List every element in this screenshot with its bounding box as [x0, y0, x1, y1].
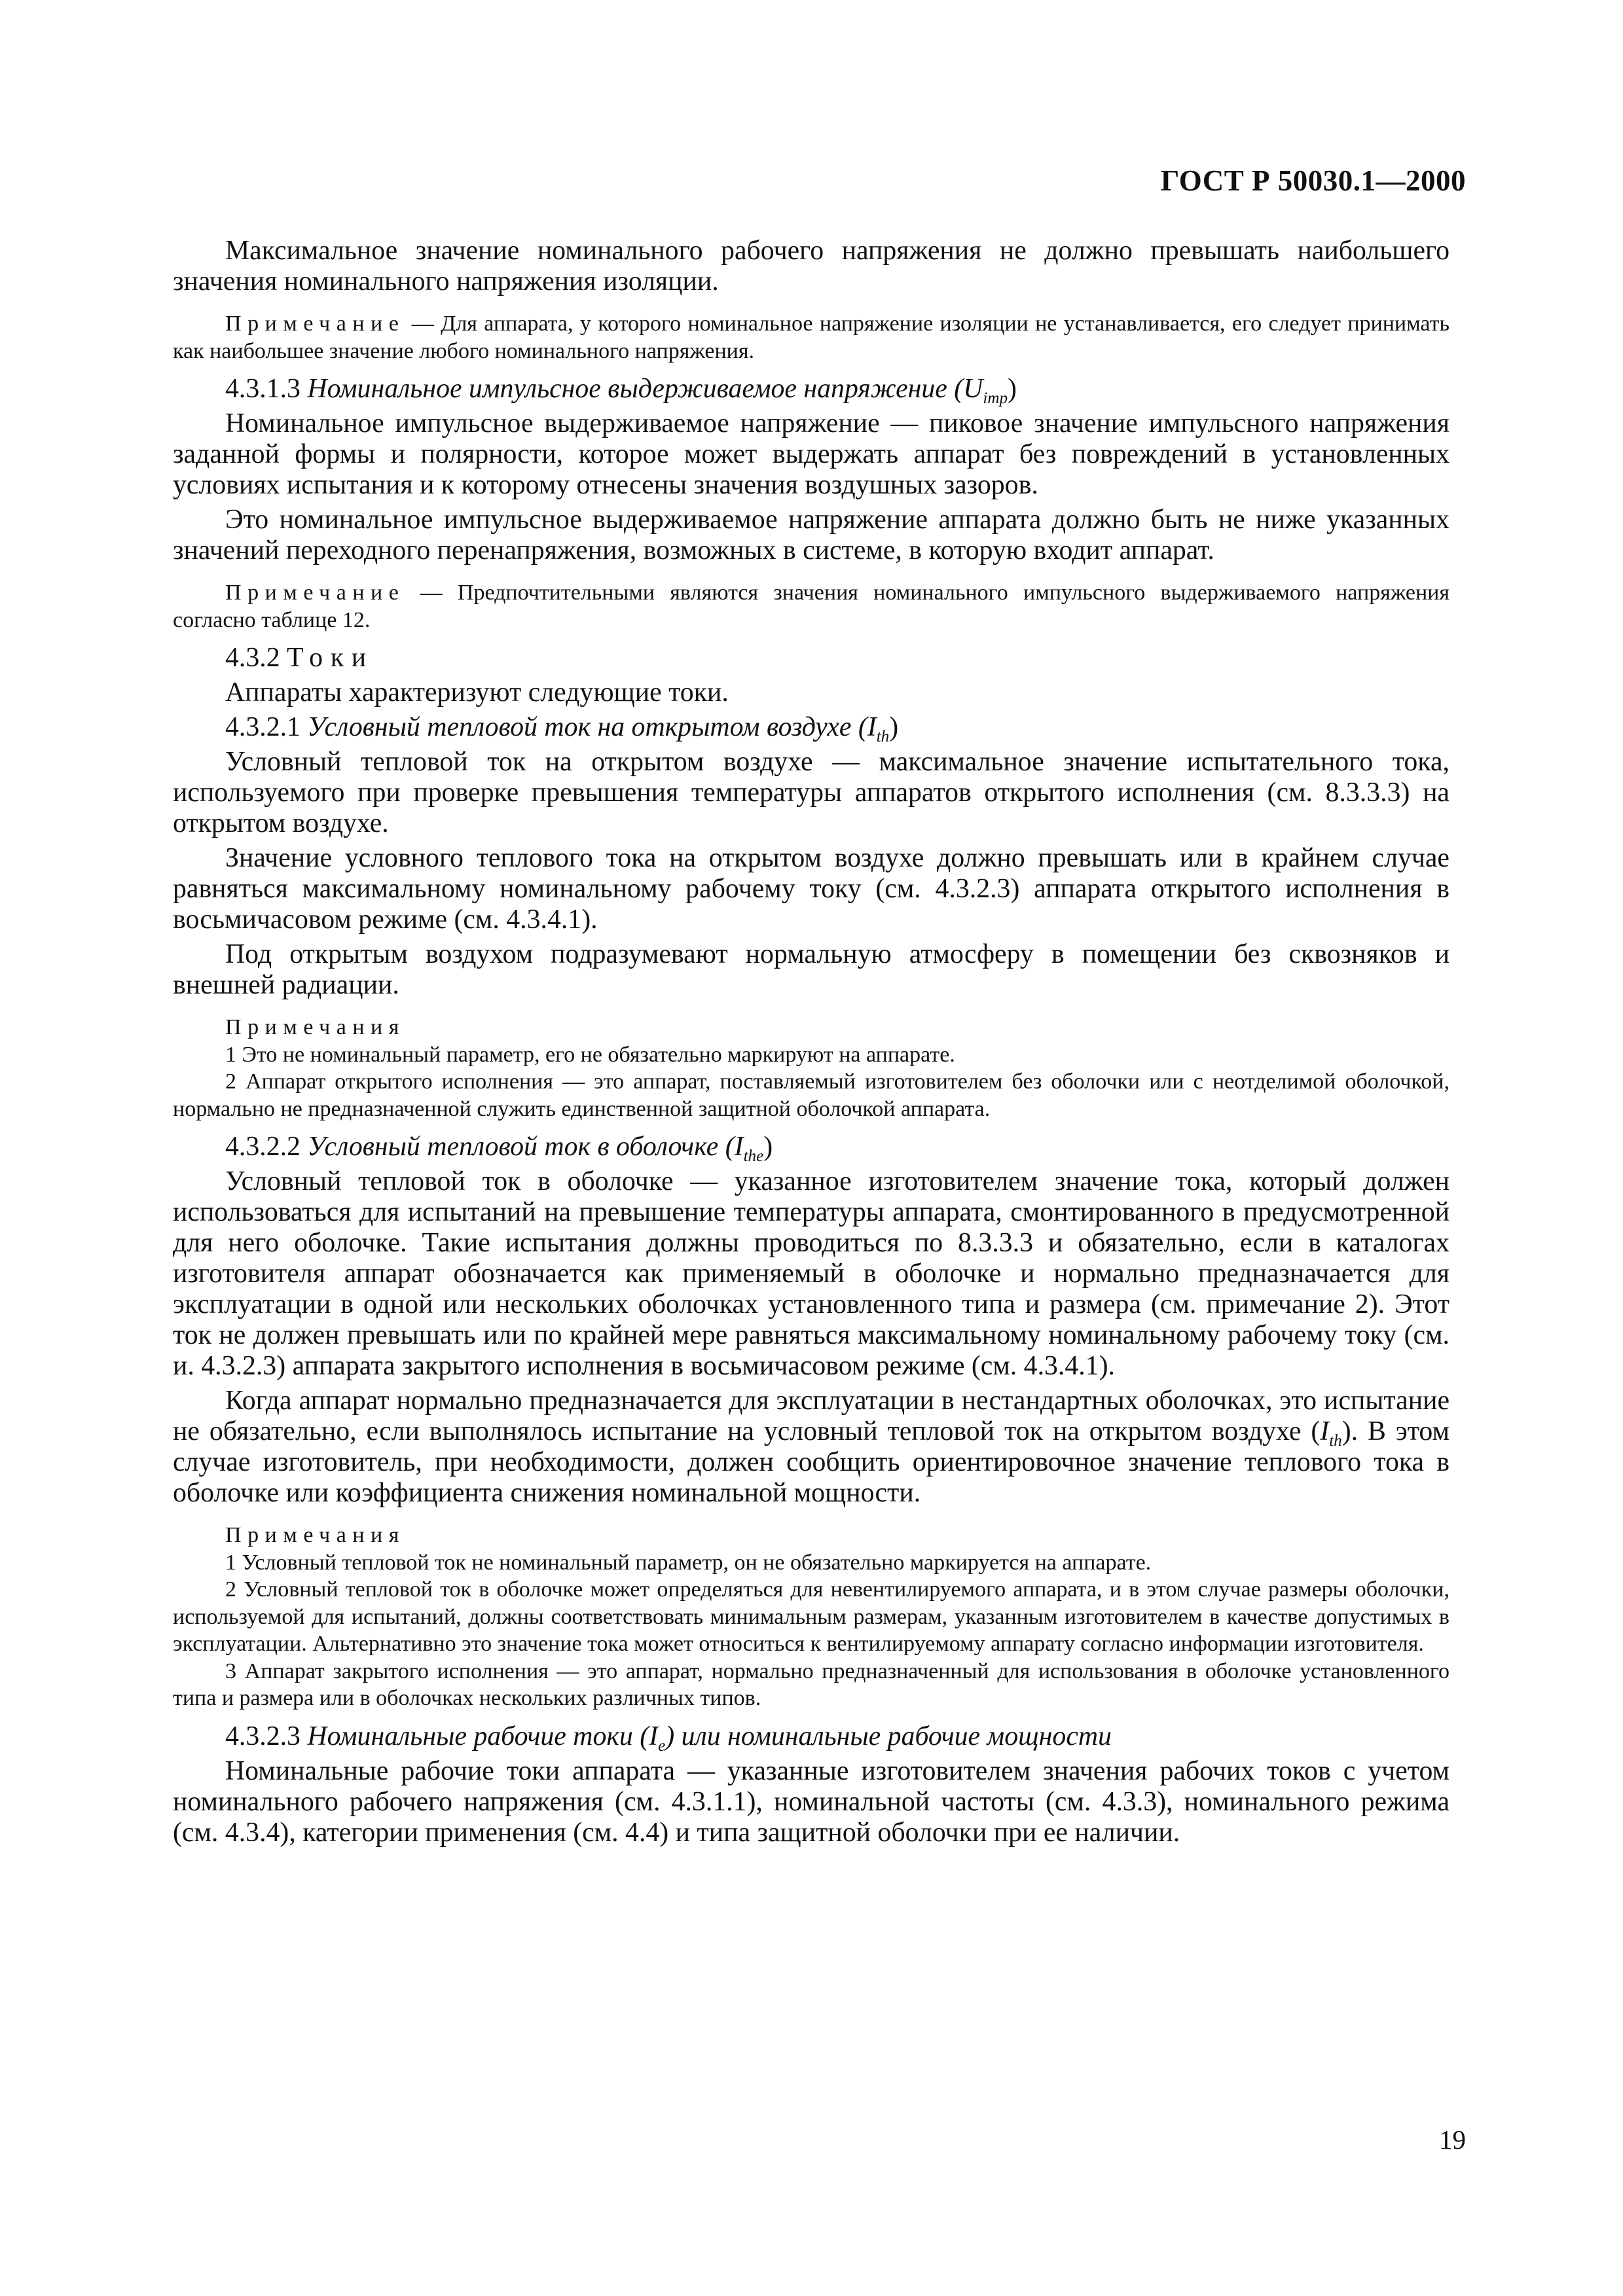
section-title: Номинальное импульсное выдерживаемое напряжение ($U_{imp}$: [307, 374, 1008, 407]
section-title: Токи: [287, 643, 374, 673]
section-title: Условный тепловой ток в оболочке ($I_{the}$: [307, 1132, 764, 1165]
section-number: 4.3.2: [225, 643, 287, 673]
section-number: 4.3.2.3: [225, 1721, 308, 1751]
note-item: 2 Условный тепловой ток в оболочке может определяться для невентилируемого аппарата, и в этом случае размеры оболочки, используемой для испытаний, должны соответствовать минимальным размерам, указанным изготовителем в качестве допустимых в эксплуатации. Альтернативно это значение тока может относиться к вентилируемому аппарату согласно информации изготовителя.: [173, 1577, 1450, 1656]
note-label: Примечание: [225, 312, 405, 336]
paragraph: Условный тепловой ток в оболочке — указанное изготовителем значение тока, который должен использоваться для испытаний на превышение температуры аппарата, смонтированного в предусмотренной для него оболочке. Такие испытания должны проводиться по 8.3.3.3 и обязательно, если в каталогах изготовителя аппарат обозначается как применяемый в оболочке и нормально предназначается для эксплуатации в одной или нескольких оболочках установленного типа и размера (см. примечание 2). Этот ток не должен превышать или по крайней мере равняться максимальному номинальному рабочему току (см. и. 4.3.2.3) аппарата закрытого исполнения в восьмичасовом режиме (см. 4.3.4.1).: [173, 1166, 1450, 1381]
section-title: Условный тепловой ток на открытом воздухе ($I_{th}$: [307, 712, 890, 745]
note-text: — Предпочтительными являются значения номинального импульсного выдерживаемого напряжения согласно таблице 12.: [173, 581, 1450, 632]
section-number: 4.3.2.2: [225, 1132, 308, 1162]
paragraph: Номинальные рабочие токи аппарата — указанные изготовителем значения рабочих токов с учетом номинального рабочего напряжения (см. 4.3.1.1), номинальной частоты (см. 4.3.3), номинального режима (см. 4.3.4), категории применения (см. 4.4) и типа защитной оболочки при ее наличии.: [173, 1755, 1450, 1848]
paragraph: Условный тепловой ток на открытом воздухе — максимальное значение испытательного тока, используемого при проверке превышения температуры аппаратов открытого исполнения (см. 8.3.3.3) на открытом воздухе.: [173, 747, 1450, 838]
section-number: 4.3.2.1: [225, 712, 308, 742]
section-title: Номинальные рабочие токи $(I_e)$ или номинальные рабочие мощности: [307, 1721, 1112, 1755]
notes-label: Примечания: [225, 1523, 405, 1547]
paragraph: Когда аппарат нормально предназначается для эксплуатации в нестандартных оболочках, это испытание не обязательно, если выполнялось испытание на условный тепловой ток на открытом воздухе $(I_{th})$. В этом случае изготовитель, при необходимости, должен сообщить ориентировочное значение теплового тока в оболочке или коэффициента снижения номинальной мощности.: [173, 1386, 1450, 1508]
note-item: 2 Аппарат открытого исполнения — это аппарат, поставляемый изготовителем без оболочки или с неотделимой оболочкой, нормально не предназначенной служить единственной защитной оболочкой аппарата.: [173, 1069, 1450, 1121]
note: [173, 579, 1450, 634]
note-label: Примечание: [225, 581, 405, 605]
note-text: — Для аппарата, у которого номинальное напряжение изоляции не устанавливается, его следует принимать как наибольшее значение любого номинального напряжения.: [173, 312, 1450, 363]
section-heading-4-3-2-2: 4.3.2.2 Условный тепловой ток в оболочке $(I_{the})$: [225, 1132, 773, 1165]
page-body: [173, 236, 1450, 1852]
note-item: 1 Условный тепловой ток не номинальный параметр, он не обязательно маркируется на аппарате.: [225, 1550, 1152, 1575]
section-heading-4-3-2-1: 4.3.2.1 Условный тепловой ток на открытом воздухе $(I_{th})$: [225, 712, 899, 745]
paragraph: Это номинальное импульсное выдерживаемое напряжение аппарата должно быть не ниже указанных значений переходного перенапряжения, возможных в системе, в которую входит аппарат.: [173, 505, 1450, 565]
paragraph: Аппараты характеризуют следующие токи.: [225, 677, 729, 708]
section-number: 4.3.1.3: [225, 374, 308, 404]
notes-label: Примечания: [225, 1015, 405, 1039]
section-heading-4-3-2: [173, 643, 1450, 673]
paragraph: Номинальное импульсное выдерживаемое напряжение — пиковое значение импульсного напряжения заданной формы и полярности, которое может выдержать аппарат без повреждений в установленных условиях испытания и к которому отнесены значения воздушных зазоров.: [173, 408, 1450, 500]
paragraph: Значение условного теплового тока на открытом воздухе должно превышать или в крайнем случае равняться максимальному номинальному рабочему току (см. 4.3.2.3) аппарата открытого исполнения в восьмичасовом режиме (см. 4.3.4.1).: [173, 843, 1450, 935]
paragraph: Максимальное значение номинального рабочего напряжения не должно превышать наибольшего значения номинального напряжения изоляции.: [173, 236, 1450, 296]
note-item: 1 Это не номинальный параметр, его не обязательно маркируют на аппарате.: [225, 1042, 955, 1067]
page-number: 19: [1439, 2125, 1466, 2155]
section-heading-4-3-2-3: [173, 1721, 1450, 1755]
note-item: 3 Аппарат закрытого исполнения — это аппарат, нормально предназначенный для использования в оболочке установленного типа и размера или в оболочках нескольких различных типов.: [173, 1659, 1450, 1710]
paragraph: Под открытым воздухом подразумевают нормальную атмосферу в помещении без сквозняков и внешней радиации.: [173, 939, 1450, 1000]
section-heading-4-3-1-3: 4.3.1.3 Номинальное импульсное выдерживаемое напряжение $(U_{imp})$: [225, 374, 1017, 407]
document-code-header: ГОСТ Р 50030.1—2000: [1160, 164, 1466, 197]
note: [173, 310, 1450, 365]
